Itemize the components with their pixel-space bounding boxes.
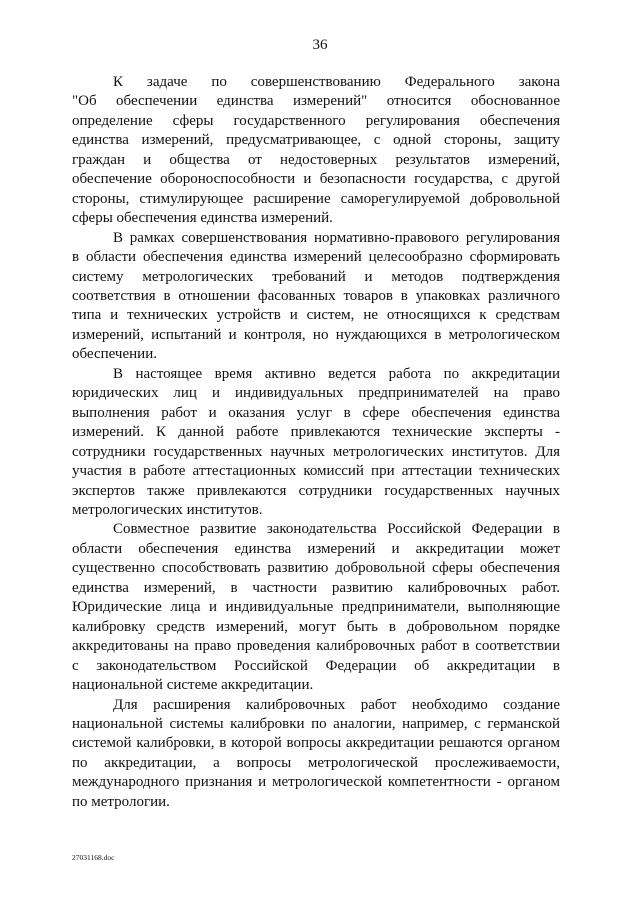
text-line: стороны, стимулирующее расширение саморегулируемой добровольной: [72, 190, 560, 207]
text-line: единства измерений, в частности развитию калибровочных работ.: [72, 579, 560, 596]
text-line: в области обеспечения единства измерений целесообразно сформировать: [72, 249, 560, 266]
text-line: калибровку средств измерений, могут быть в добровольном порядке: [72, 618, 560, 635]
text-line: обеспечение обороноспособности и безопасности государства, с другой: [72, 171, 560, 188]
text-line: измерений. К данной работе привлекаются технические эксперты -: [72, 424, 560, 441]
paragraph: [72, 520, 560, 695]
text-line: определение сферы государственного регулирования обеспечения: [72, 112, 560, 129]
text-line: юридических лиц и индивидуальных предпринимателей на право: [72, 385, 560, 402]
text-line: области обеспечения единства измерений и аккредитации может: [72, 540, 560, 557]
text-line: Юридические лица и индивидуальные предприниматели, выполняющие: [72, 599, 560, 616]
paragraph: [72, 365, 560, 521]
paragraph: [72, 73, 560, 229]
text-line: Совместное развитие законодательства Российской Федерации в: [113, 521, 560, 538]
text-line: национальной системы калибровки по аналогии, например, с германской: [72, 715, 560, 732]
text-line: системой калибровки, в которой вопросы аккредитации решаются органом: [72, 735, 560, 752]
text-line: с законодательством Российской Федерации об аккредитации в: [72, 657, 560, 674]
text-line: К задаче по совершенствованию Федерального закона: [113, 74, 560, 90]
text-line: граждан и общества от недостоверных результатов измерений,: [72, 151, 560, 168]
text-line: Для расширения калибровочных работ необходимо создание: [113, 696, 560, 713]
text-line: соответствия в отношении фасованных товаров в упаковках различного: [72, 287, 560, 304]
text-line: существенно способствовать развитию добровольной сферы обеспечения: [72, 560, 560, 577]
text-line: "Об обеспечении единства измерений" относится обоснованное: [72, 93, 560, 110]
paragraph: [72, 696, 560, 813]
text-line: В настоящее время активно ведется работа по аккредитации: [113, 365, 560, 382]
text-line: участия в работе аттестационных комиссий при аттестации технических: [72, 463, 560, 480]
text-line: измерений, испытаний и контроля, но нуждающихся в метрологическом: [72, 326, 560, 343]
page-number: 36: [312, 37, 328, 53]
text-line: аккредитованы на право проведения калибровочных работ в соответствии: [72, 638, 560, 655]
text-line: по метрологии.: [72, 793, 170, 810]
text-line: типа и технических устройств и систем, не относящихся к средствам: [72, 307, 560, 324]
paragraph: [72, 229, 560, 365]
text-line: обеспечении.: [72, 346, 157, 363]
text-line: международного признания и метрологической компетентности - органом: [72, 774, 560, 791]
file-name-footer: 27031168.doc: [72, 853, 115, 862]
text-line: экспертов также привлекаются сотрудники государственных научных: [72, 482, 560, 499]
text-line: по аккредитации, а вопросы метрологической прослеживаемости,: [72, 754, 560, 771]
text-line: выполнения работ и оказания услуг в сфере обеспечения единства: [72, 404, 560, 421]
text-line: сферы обеспечения единства измерений.: [72, 210, 333, 227]
text-line: единства измерений, предусматривающее, с одной стороны, защиту: [72, 132, 560, 149]
text-line: национальной системе аккредитации.: [72, 677, 314, 694]
text-line: метрологических институтов.: [72, 501, 263, 518]
text-line: сотрудники государственных научных метрологических институтов. Для: [72, 443, 560, 460]
text-line: В рамках совершенствования нормативно-правового регулирования: [113, 229, 560, 246]
text-line: систему метрологических требований и методов подтверждения: [72, 268, 560, 285]
document-body: [72, 73, 560, 812]
